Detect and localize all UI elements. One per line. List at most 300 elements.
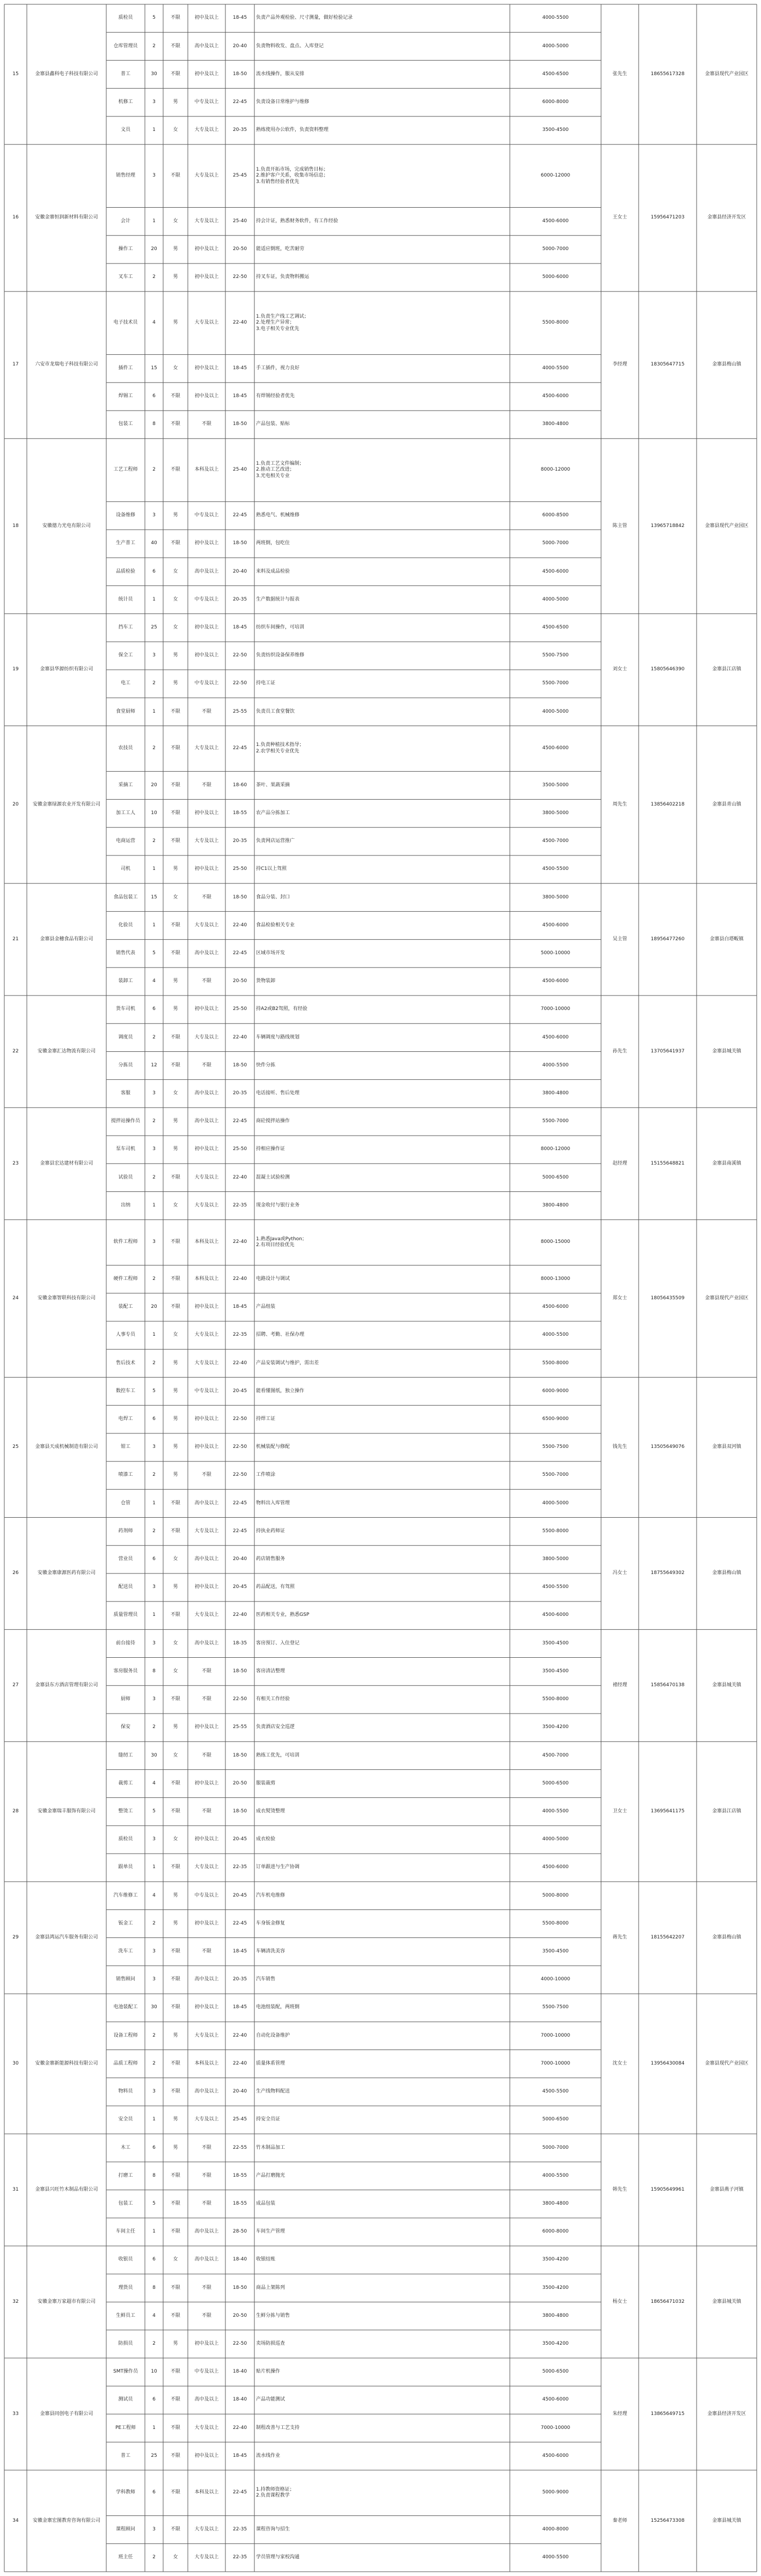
edu-cell: 中专及以上 xyxy=(194,99,219,105)
no-cell: 26 xyxy=(12,1570,19,1576)
duty-cell: 熟练使用办公软件，负责资料整理 xyxy=(256,127,329,133)
position-cell: 保全工 xyxy=(118,653,133,658)
position-cell: 统计员 xyxy=(118,596,133,602)
count-cell: 2 xyxy=(152,2555,156,2560)
company-cell: 金寨县同创电子有限公司 xyxy=(40,2411,93,2417)
gender-cell: 男 xyxy=(173,978,178,984)
salary-cell: 6000-8000 xyxy=(542,2229,569,2235)
position-cell: 食堂厨师 xyxy=(115,708,135,714)
salary-cell: 8000-12000 xyxy=(540,1146,570,1152)
duty-cell: 1.负责工艺文件编制； 2.推动工艺改进； 3.光电相关专业 xyxy=(256,460,304,479)
salary-cell: 3800-4800 xyxy=(542,421,569,427)
edu-cell: 初中及以上 xyxy=(194,2004,219,2010)
address-cell: 金寨县梅山镇 xyxy=(712,1570,741,1576)
address-cell: 金寨县经济开发区 xyxy=(707,215,746,221)
count-cell: 10 xyxy=(151,2369,157,2375)
phone-cell: 15905649961 xyxy=(650,2186,685,2192)
edu-cell: 不限 xyxy=(201,2285,211,2290)
gender-cell: 女 xyxy=(173,2257,178,2263)
salary-cell: 4000-8000 xyxy=(542,2526,569,2532)
gender-cell: 不限 xyxy=(170,2004,180,2010)
edu-cell: 高中及以上 xyxy=(194,43,219,49)
gender-cell: 不限 xyxy=(170,1949,180,1955)
position-cell: 普工 xyxy=(120,2453,130,2458)
no-cell: 19 xyxy=(12,667,19,672)
duty-cell: 持焊工证 xyxy=(256,1416,276,1422)
edu-cell: 大专及以上 xyxy=(194,745,219,751)
edu-cell: 初中及以上 xyxy=(194,15,219,21)
count-cell: 3 xyxy=(152,513,156,518)
gender-cell: 不限 xyxy=(170,1239,180,1245)
duty-cell: 熟悉电气、机械维修 xyxy=(256,513,300,518)
salary-cell: 3500-4500 xyxy=(542,1949,569,1955)
duty-cell: 有相关工作经验 xyxy=(256,1696,290,1702)
count-cell: 3 xyxy=(152,1836,156,1842)
salary-cell: 6000-12000 xyxy=(540,173,570,179)
gender-cell: 男 xyxy=(173,653,178,658)
count-cell: 1 xyxy=(152,1864,156,1870)
position-cell: SMT操作员 xyxy=(113,2369,138,2375)
gender-cell: 男 xyxy=(173,1472,178,1478)
gender-cell: 男 xyxy=(173,866,178,872)
duty-cell: 车身钣金修复 xyxy=(256,1920,286,1926)
gender-cell: 不限 xyxy=(170,1062,180,1068)
gender-cell: 男 xyxy=(173,513,178,518)
salary-cell: 4500-6500 xyxy=(542,71,569,77)
edu-cell: 本科及以上 xyxy=(194,1239,219,1245)
count-cell: 1 xyxy=(152,127,156,133)
duty-cell: 1.负责种植技术指导； 2.农学相关专业优先 xyxy=(256,742,304,754)
no-cell: 28 xyxy=(12,1808,19,1814)
count-cell: 2 xyxy=(152,2032,156,2038)
salary-cell: 6000-8500 xyxy=(542,513,569,518)
duty-cell: 负责物料收发、盘点、入库登记 xyxy=(256,43,324,49)
no-cell: 15 xyxy=(12,71,19,77)
gender-cell: 不限 xyxy=(170,2526,180,2532)
age-cell: 20-50 xyxy=(232,246,247,252)
gender-cell: 不限 xyxy=(170,393,180,399)
salary-cell: 5500-8000 xyxy=(542,1696,569,1702)
count-cell: 2 xyxy=(152,1528,156,1534)
count-cell: 2 xyxy=(152,2341,156,2346)
edu-cell: 大专及以上 xyxy=(194,2032,219,2038)
edu-cell: 不限 xyxy=(201,1668,211,1674)
age-cell: 22-55 xyxy=(232,2145,247,2150)
age-cell: 22-40 xyxy=(232,2060,247,2066)
count-cell: 4 xyxy=(152,320,156,326)
age-cell: 25-55 xyxy=(232,1724,247,1730)
edu-cell: 大专及以上 xyxy=(194,2555,219,2560)
address-cell: 金寨县现代产业园区 xyxy=(705,2060,749,2066)
age-cell: 20-40 xyxy=(232,2089,247,2095)
duty-cell: 成衣熨烫整理 xyxy=(256,1808,286,1814)
salary-cell: 4000-5000 xyxy=(542,708,569,714)
company-cell: 安徽金寨瑞丰服饰有限公司 xyxy=(37,1808,96,1814)
position-cell: 营业员 xyxy=(118,1556,133,1562)
salary-cell: 3500-4200 xyxy=(542,2257,569,2263)
age-cell: 22-35 xyxy=(232,2555,247,2560)
gender-cell: 不限 xyxy=(170,2397,180,2403)
address-cell: 金寨县青山镇 xyxy=(712,801,741,807)
position-cell: 加工工人 xyxy=(115,810,135,816)
count-cell: 3 xyxy=(152,1091,156,1096)
count-cell: 15 xyxy=(151,894,157,900)
count-cell: 3 xyxy=(152,1146,156,1152)
gender-cell: 男 xyxy=(173,2341,178,2346)
position-cell: 仓库管理员 xyxy=(113,43,138,49)
no-cell: 23 xyxy=(12,1160,19,1166)
age-cell: 18-50 xyxy=(232,1808,247,1814)
contact-cell: 孙先生 xyxy=(612,1048,627,1054)
position-cell: 数控车工 xyxy=(115,1388,135,1394)
age-cell: 22-35 xyxy=(232,2526,247,2532)
position-cell: 班主任 xyxy=(118,2555,133,2560)
edu-cell: 高中及以上 xyxy=(194,2229,219,2235)
salary-cell: 5500-7500 xyxy=(542,2004,569,2010)
salary-cell: 4000-5500 xyxy=(542,1062,569,1068)
phone-cell: 18656471032 xyxy=(650,2299,685,2304)
gender-cell: 不限 xyxy=(170,2229,180,2235)
edu-cell: 高中及以上 xyxy=(194,1500,219,1506)
age-cell: 18-45 xyxy=(232,1949,247,1955)
edu-cell: 大专及以上 xyxy=(194,1528,219,1534)
contact-cell: 秦老师 xyxy=(612,2518,627,2523)
salary-cell: 3500-4200 xyxy=(542,2341,569,2346)
salary-cell: 3800-5000 xyxy=(542,810,569,816)
gender-cell: 女 xyxy=(173,1202,178,1208)
count-cell: 1 xyxy=(152,1500,156,1506)
count-cell: 1 xyxy=(152,218,156,224)
gender-cell: 不限 xyxy=(170,467,180,473)
salary-cell: 4000-5000 xyxy=(542,596,569,602)
gender-cell: 女 xyxy=(173,894,178,900)
position-cell: 仓管 xyxy=(120,1500,130,1506)
age-cell: 18-45 xyxy=(232,393,247,399)
salary-cell: 4500-5500 xyxy=(542,1584,569,1590)
count-cell: 3 xyxy=(152,173,156,179)
position-cell: 防损员 xyxy=(118,2341,133,2346)
age-cell: 22-45 xyxy=(232,1920,247,1926)
position-cell: 采摘工 xyxy=(118,782,133,788)
gender-cell: 女 xyxy=(173,1091,178,1096)
duty-cell: 电话接听、售后处理 xyxy=(256,1091,300,1096)
salary-cell: 7000-10000 xyxy=(540,2060,570,2066)
gender-cell: 不限 xyxy=(170,1696,180,1702)
contact-cell: 陈主管 xyxy=(612,523,627,529)
salary-cell: 5500-8000 xyxy=(542,1528,569,1534)
edu-cell: 大专及以上 xyxy=(194,1864,219,1870)
duty-cell: 混凝土试验检测 xyxy=(256,1174,290,1180)
gender-cell: 不限 xyxy=(170,1174,180,1180)
count-cell: 2 xyxy=(152,1034,156,1040)
edu-cell: 大专及以上 xyxy=(194,2117,219,2123)
position-cell: 设备维修 xyxy=(115,513,135,518)
edu-cell: 高中及以上 xyxy=(194,1118,219,1124)
duty-cell: 客房清洁整理 xyxy=(256,1668,286,1674)
count-cell: 5 xyxy=(152,1388,156,1394)
position-cell: 生鲜员工 xyxy=(115,2312,135,2318)
position-cell: 测试员 xyxy=(118,2397,133,2403)
duty-cell: 车间生产管理 xyxy=(256,2229,286,2235)
position-cell: 文员 xyxy=(120,127,130,133)
duty-cell: 持叉车证，负责物料搬运 xyxy=(256,274,310,280)
count-cell: 2 xyxy=(152,467,156,473)
count-cell: 2 xyxy=(152,43,156,49)
count-cell: 4 xyxy=(152,2312,156,2318)
edu-cell: 初中及以上 xyxy=(194,1836,219,1842)
company-cell: 安徽金寨万家超市有限公司 xyxy=(37,2299,96,2304)
company-cell: 安徽金寨智联科技有限公司 xyxy=(37,1295,96,1301)
salary-cell: 5000-6000 xyxy=(542,274,569,280)
salary-cell: 4000-5000 xyxy=(542,1500,569,1506)
no-cell: 20 xyxy=(12,801,19,807)
duty-cell: 医药相关专业，熟悉GSP xyxy=(256,1612,310,1618)
edu-cell: 初中及以上 xyxy=(194,393,219,399)
duty-cell: 食品检验相关专业 xyxy=(256,922,295,928)
gender-cell: 男 xyxy=(173,2117,178,2123)
salary-cell: 4000-5500 xyxy=(542,365,569,371)
edu-cell: 大专及以上 xyxy=(194,127,219,133)
duty-cell: 来料及成品检验 xyxy=(256,568,290,574)
duty-cell: 有焊锡经验者优先 xyxy=(256,393,295,399)
duty-cell: 持电工证 xyxy=(256,680,276,686)
age-cell: 22-45 xyxy=(232,1118,247,1124)
position-cell: 质量管理员 xyxy=(113,1612,138,1618)
position-cell: 试验员 xyxy=(118,1174,133,1180)
gender-cell: 不限 xyxy=(170,1977,180,1982)
salary-cell: 5500-8000 xyxy=(542,1920,569,1926)
salary-cell: 4500-6000 xyxy=(542,1034,569,1040)
duty-cell: 负责纺织设备保养维修 xyxy=(256,653,305,658)
no-cell: 32 xyxy=(12,2299,19,2304)
edu-cell: 大专及以上 xyxy=(194,1332,219,1338)
count-cell: 5 xyxy=(152,15,156,21)
gender-cell: 不限 xyxy=(170,2060,180,2066)
phone-cell: 15256473308 xyxy=(650,2518,685,2523)
edu-cell: 高中及以上 xyxy=(194,2397,219,2403)
edu-cell: 本科及以上 xyxy=(194,1276,219,1282)
position-cell: 钳工 xyxy=(120,1444,130,1450)
edu-cell: 高中及以上 xyxy=(194,1977,219,1982)
duty-cell: 货物装卸 xyxy=(256,978,276,984)
salary-cell: 5000-10000 xyxy=(540,950,570,956)
edu-cell: 初中及以上 xyxy=(194,810,219,816)
gender-cell: 女 xyxy=(173,1836,178,1842)
gender-cell: 男 xyxy=(173,2032,178,2038)
age-cell: 20-35 xyxy=(232,838,247,844)
count-cell: 3 xyxy=(152,1584,156,1590)
age-cell: 20-50 xyxy=(232,978,247,984)
edu-cell: 不限 xyxy=(201,1949,211,1955)
age-cell: 18-40 xyxy=(232,2397,247,2403)
salary-cell: 4500-6000 xyxy=(542,1864,569,1870)
edu-cell: 高中及以上 xyxy=(194,2257,219,2263)
contact-cell: 钱先生 xyxy=(612,1444,627,1450)
age-cell: 25-50 xyxy=(232,866,247,872)
age-cell: 18-45 xyxy=(232,15,247,21)
duty-cell: 成衣检验 xyxy=(256,1836,276,1842)
count-cell: 6 xyxy=(152,568,156,574)
salary-cell: 4500-6000 xyxy=(542,2453,569,2458)
salary-cell: 5000-6500 xyxy=(542,1780,569,1786)
position-cell: 保安 xyxy=(120,1724,130,1730)
gender-cell: 男 xyxy=(173,680,178,686)
position-cell: 售后技术 xyxy=(115,1360,135,1366)
duty-cell: 1.熟悉Java或Python； 2.有项目经验优先 xyxy=(256,1236,307,1248)
salary-cell: 3800-4800 xyxy=(542,1202,569,1208)
age-cell: 22-40 xyxy=(232,1612,247,1618)
position-cell: 搅拌站操作员 xyxy=(111,1118,140,1124)
position-cell: 跟单员 xyxy=(118,1864,133,1870)
salary-cell: 4500-5500 xyxy=(542,866,569,872)
position-cell: 课程顾问 xyxy=(115,2526,135,2532)
salary-cell: 3500-4500 xyxy=(542,1668,569,1674)
gender-cell: 女 xyxy=(173,127,178,133)
edu-cell: 不限 xyxy=(201,2312,211,2318)
position-cell: 包装工 xyxy=(118,421,133,427)
age-cell: 20-35 xyxy=(232,127,247,133)
count-cell: 3 xyxy=(152,2089,156,2095)
contact-cell: 吴主管 xyxy=(612,936,627,942)
edu-cell: 大专及以上 xyxy=(194,218,219,224)
gender-cell: 男 xyxy=(173,1892,178,1898)
gender-cell: 男 xyxy=(173,274,178,280)
salary-cell: 5000-6500 xyxy=(542,2117,569,2123)
edu-cell: 初中及以上 xyxy=(194,1444,219,1450)
duty-cell: 招聘、考勤、社保办理 xyxy=(256,1332,305,1338)
count-cell: 30 xyxy=(151,71,157,77)
salary-cell: 5500-8000 xyxy=(542,1360,569,1366)
count-cell: 2 xyxy=(152,745,156,751)
salary-cell: 5500-7000 xyxy=(542,1472,569,1478)
position-cell: 司机 xyxy=(120,866,130,872)
age-cell: 20-35 xyxy=(232,1091,247,1096)
duty-cell: 持安全员证 xyxy=(256,2117,281,2123)
age-cell: 18-55 xyxy=(232,2200,247,2206)
duty-cell: 快件分拣 xyxy=(256,1062,276,1068)
position-cell: 包装工 xyxy=(118,2200,133,2206)
count-cell: 10 xyxy=(151,810,157,816)
age-cell: 22-50 xyxy=(232,1472,247,1478)
age-cell: 22-40 xyxy=(232,1239,247,1245)
count-cell: 6 xyxy=(152,2397,156,2403)
salary-cell: 4500-6000 xyxy=(542,2397,569,2403)
edu-cell: 大专及以上 xyxy=(194,1034,219,1040)
salary-cell: 6000-8000 xyxy=(542,99,569,105)
gender-cell: 女 xyxy=(173,1668,178,1674)
phone-cell: 13505649076 xyxy=(650,1444,685,1450)
company-cell: 金寨县天成机械制造有限公司 xyxy=(35,1444,98,1450)
duty-cell: 食品分装、封口 xyxy=(256,894,290,900)
gender-cell: 不限 xyxy=(170,71,180,77)
edu-cell: 不限 xyxy=(201,708,211,714)
position-cell: 插件工 xyxy=(118,365,133,371)
duty-cell: 纺织车间操作，可培训 xyxy=(256,624,305,630)
gender-cell: 女 xyxy=(173,218,178,224)
salary-cell: 5500-8000 xyxy=(542,320,569,326)
contact-cell: 王女士 xyxy=(612,215,627,221)
edu-cell: 大专及以上 xyxy=(194,922,219,928)
age-cell: 22-50 xyxy=(232,653,247,658)
salary-cell: 4500-6000 xyxy=(542,568,569,574)
edu-cell: 不限 xyxy=(201,1062,211,1068)
salary-cell: 3800-4800 xyxy=(542,2200,569,2206)
position-cell: 打磨工 xyxy=(118,2172,133,2178)
duty-cell: 制程改善与工艺支持 xyxy=(256,2425,300,2431)
count-cell: 8 xyxy=(152,1668,156,1674)
count-cell: 1 xyxy=(152,708,156,714)
duty-cell: 负责员工食堂餐饮 xyxy=(256,708,295,714)
count-cell: 8 xyxy=(152,421,156,427)
edu-cell: 初中及以上 xyxy=(194,71,219,77)
age-cell: 20-35 xyxy=(232,1977,247,1982)
count-cell: 2 xyxy=(152,1472,156,1478)
duty-cell: 机械装配与修配 xyxy=(256,1444,290,1450)
duty-cell: 产品安装调试与维护，需出差 xyxy=(256,1360,319,1366)
gender-cell: 女 xyxy=(173,2555,178,2560)
duty-cell: 区域市场开发 xyxy=(256,950,286,956)
age-cell: 20-35 xyxy=(232,596,247,602)
age-cell: 20-50 xyxy=(232,1780,247,1786)
address-cell: 金寨县江店镇 xyxy=(712,1808,741,1814)
position-cell: 电池装配工 xyxy=(113,2004,138,2010)
gender-cell: 不限 xyxy=(170,838,180,844)
company-cell: 金寨县宏达建材有限公司 xyxy=(40,1160,93,1166)
phone-cell: 13695641175 xyxy=(650,1808,685,1814)
position-cell: 泵车司机 xyxy=(115,1146,135,1152)
duty-cell: 生鲜分拣与销售 xyxy=(256,2312,290,2318)
phone-cell: 18755649302 xyxy=(650,1570,685,1576)
duty-cell: 持C1以上驾照 xyxy=(256,866,287,872)
company-cell: 金寨县金穗食品有限公司 xyxy=(40,936,93,942)
position-cell: 药剂师 xyxy=(118,1528,133,1534)
gender-cell: 女 xyxy=(173,624,178,630)
position-cell: 软件工程师 xyxy=(113,1239,138,1245)
address-cell: 金寨县燕子河镇 xyxy=(709,2186,744,2192)
count-cell: 25 xyxy=(151,2453,157,2458)
age-cell: 22-35 xyxy=(232,1202,247,1208)
gender-cell: 不限 xyxy=(170,782,180,788)
position-cell: 钣金工 xyxy=(118,1920,133,1926)
position-cell: 分拣员 xyxy=(118,1062,133,1068)
no-cell: 33 xyxy=(12,2411,19,2417)
position-cell: 品质检验 xyxy=(115,568,135,574)
edu-cell: 高中及以上 xyxy=(194,1091,219,1096)
edu-cell: 初中及以上 xyxy=(194,2341,219,2346)
edu-cell: 中专及以上 xyxy=(194,513,219,518)
age-cell: 22-45 xyxy=(232,1500,247,1506)
duty-cell: 汽车机电维修 xyxy=(256,1892,286,1898)
gender-cell: 男 xyxy=(173,246,178,252)
age-cell: 22-45 xyxy=(232,99,247,105)
count-cell: 1 xyxy=(152,1202,156,1208)
gender-cell: 男 xyxy=(173,1146,178,1152)
edu-cell: 中专及以上 xyxy=(194,1892,219,1898)
count-cell: 2 xyxy=(152,1920,156,1926)
contact-cell: 沈女士 xyxy=(612,2060,627,2066)
duty-cell: 学员管理与家校沟通 xyxy=(256,2555,300,2560)
duty-cell: 负责酒店安全巡逻 xyxy=(256,1724,295,1730)
duty-cell: 农产品分拣加工 xyxy=(256,810,290,816)
position-cell: 配送员 xyxy=(118,1584,133,1590)
edu-cell: 高中及以上 xyxy=(194,1556,219,1562)
edu-cell: 初中及以上 xyxy=(194,1006,219,1012)
age-cell: 18-50 xyxy=(232,1668,247,1674)
position-cell: 学科教师 xyxy=(115,2490,135,2496)
position-cell: 理货员 xyxy=(118,2285,133,2290)
age-cell: 20-45 xyxy=(232,1584,247,1590)
count-cell: 6 xyxy=(152,2490,156,2496)
